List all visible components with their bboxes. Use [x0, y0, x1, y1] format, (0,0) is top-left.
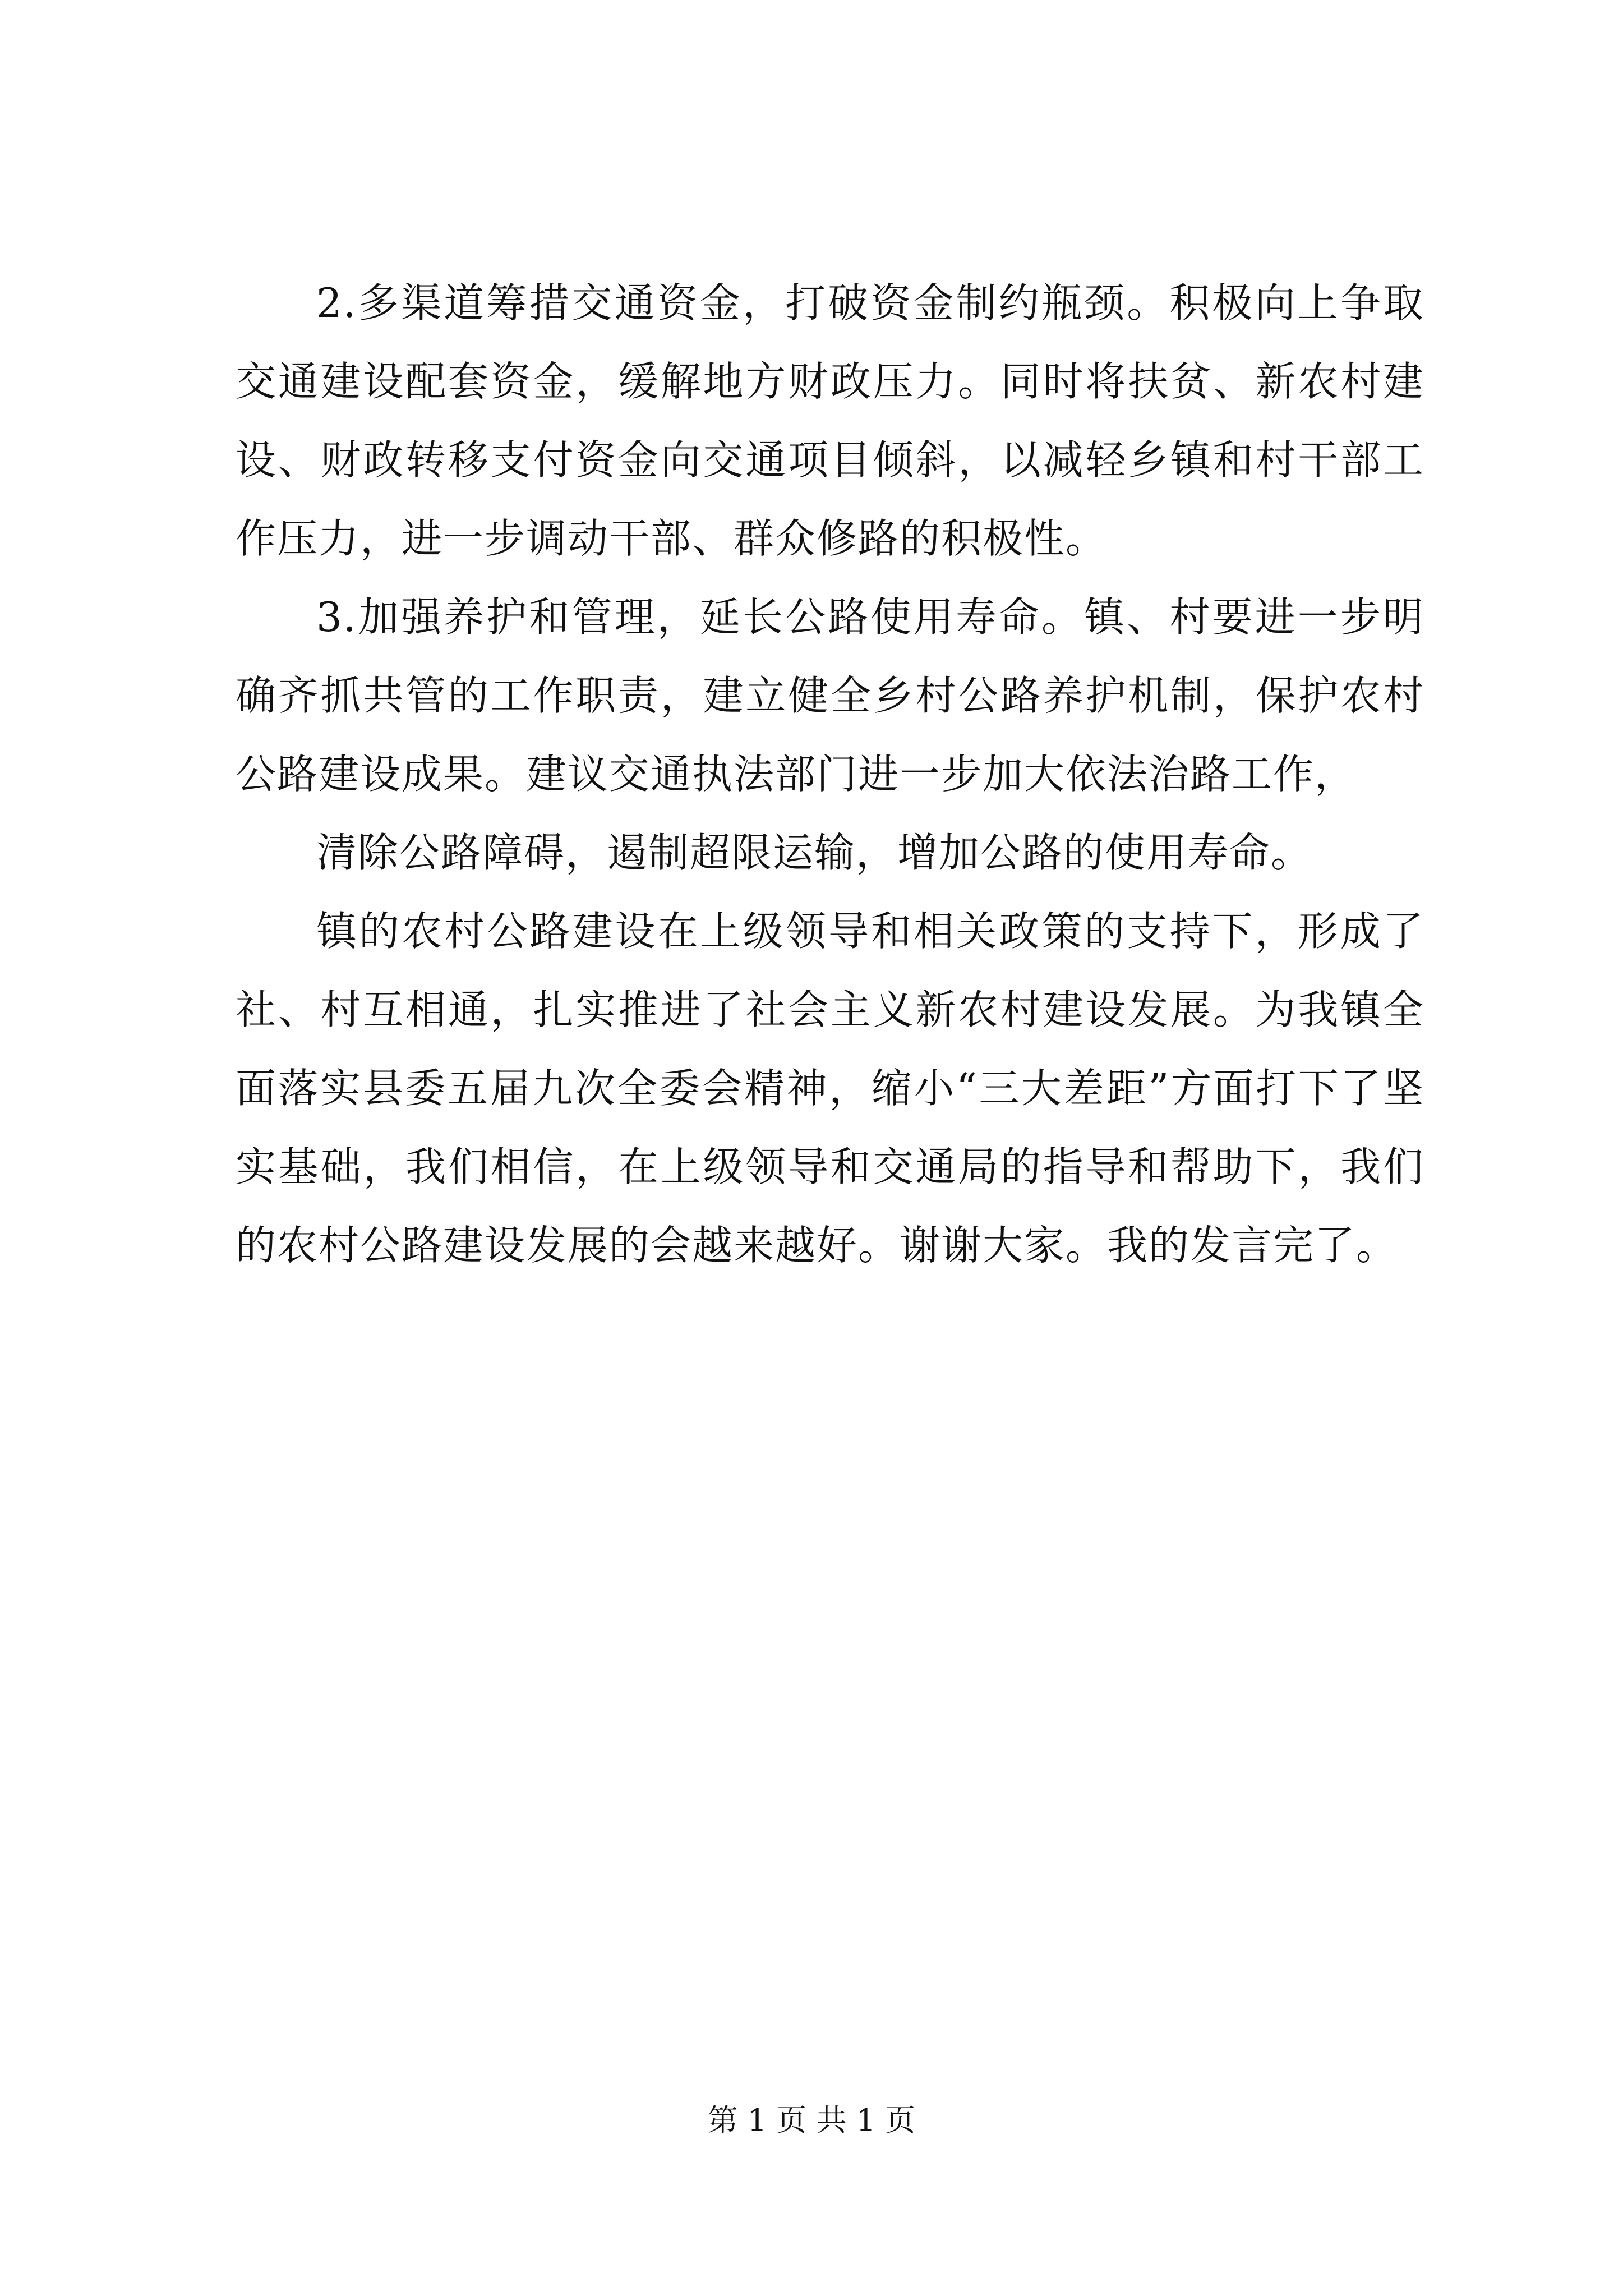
paragraph-conclusion: 镇的农村公路建设在上级领导和相关政策的支持下，形成了社、村互相通，扎实推进了社会主义新农村建设发展。为我镇全面落实县委五届九次全委会精神，缩小“三大差距”方面打下了坚实基础，我们相信，在上级领导和交通局的指导和帮助下，我们的农村公路建设发展的会越来越好。谢谢大家。我的发言完了。: [236, 908, 1424, 1269]
document-body: [236, 264, 1424, 1285]
paragraph-clear-obstacles: 清除公路障碍，遏制超限运输，增加公路的使用寿命。: [316, 829, 1313, 876]
paragraph-maintenance: 3.加强养护和管理，延长公路使用寿命。镇、村要进一步明确齐抓共管的工作职责，建立健全乡村公路养护机制，保护农村公路建设成果。建议交通执法部门进一步加大依法治路工作，: [236, 593, 1424, 798]
page-footer: 第 1 页 共 1 页: [707, 2102, 916, 2138]
paragraph-funding: 2.多渠道筹措交通资金，打破资金制约瓶颈。积极向上争取交通建设配套资金，缓解地方财政压力。同时将扶贫、新农村建设、财政转移支付资金向交通项目倾斜，以减轻乡镇和村干部工作压力，进一步调动干部、群众修路的积极性。: [236, 279, 1424, 562]
